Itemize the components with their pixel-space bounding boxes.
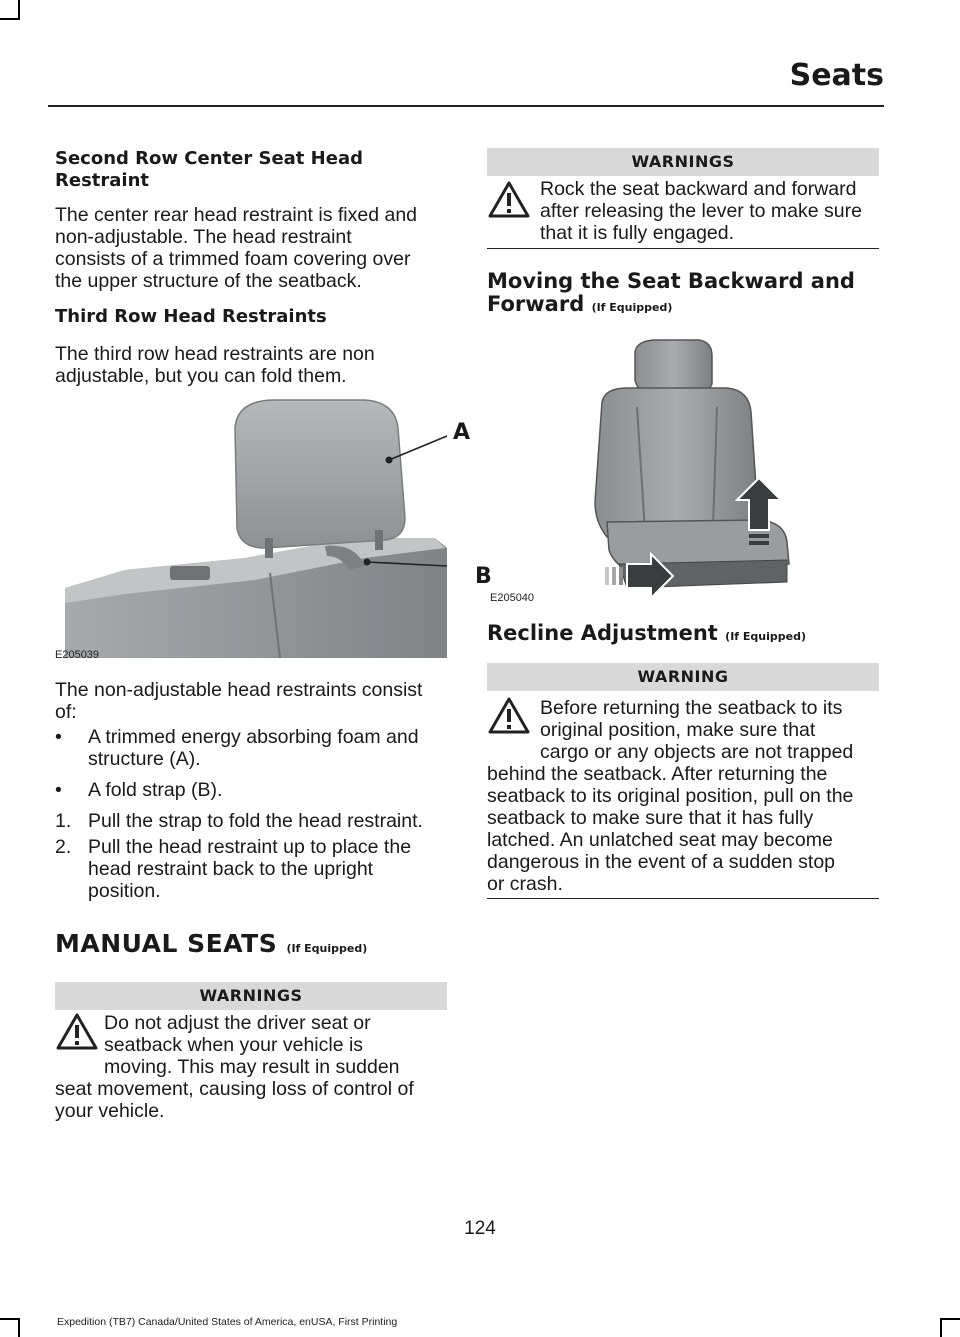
footer-text: Expedition (TB7) Canada/United States of America, enUSA, First Printing	[57, 1316, 398, 1328]
heading-line: Restraint	[55, 170, 149, 191]
list-item	[55, 810, 450, 832]
text-line: structure (A).	[88, 748, 201, 770]
text-line: Rock the seat backward and forward	[540, 178, 857, 200]
text-line: latched. An unlatched seat may become	[487, 829, 833, 851]
crop-mark	[940, 1318, 942, 1337]
crop-mark	[940, 1318, 960, 1320]
section-title-line	[487, 293, 879, 319]
crop-mark	[0, 18, 18, 20]
text-line: moving. This may result in sudden	[104, 1056, 400, 1078]
section-qualifier: (If Equipped)	[591, 301, 673, 314]
text-line: Pull the strap to fold the head restraint.	[88, 810, 423, 832]
text-line: non-adjustable. The head restraint	[55, 226, 352, 248]
section-title: Recline Adjustment	[487, 621, 718, 645]
figure-code: E205040	[490, 592, 535, 604]
text-line: that it is fully engaged.	[540, 222, 735, 244]
title-rule	[48, 105, 884, 107]
list-item	[55, 836, 450, 902]
figure-code: E205039	[55, 649, 100, 661]
text-line: Before returning the seatback to its	[540, 697, 843, 719]
text-line: after releasing the lever to make sure	[540, 200, 862, 222]
list-item	[55, 726, 450, 770]
section-moving-seat	[487, 270, 879, 319]
text-line: consists of a trimmed foam covering over	[55, 248, 411, 270]
step-number: 1.	[55, 810, 72, 832]
bullet-mark: •	[55, 726, 62, 748]
text-line: The center rear head restraint is fixed and	[55, 204, 418, 226]
warning-rule	[487, 248, 879, 249]
page-number: 124	[464, 1218, 496, 1239]
warning-text	[487, 697, 883, 895]
seat-illustration	[487, 332, 879, 607]
text-line: dangerous in the event of a sudden stop	[487, 851, 836, 873]
warnings-bar: WARNINGS	[487, 148, 879, 176]
text-line: seat movement, causing loss of control of	[55, 1078, 414, 1100]
para-third-row	[55, 343, 450, 387]
warning-rule	[487, 898, 879, 899]
warning-text	[540, 178, 885, 244]
text-line: The non-adjustable head restraints consist	[55, 679, 423, 701]
figure-seat-adjust	[487, 332, 879, 607]
heading-second-row	[55, 148, 447, 192]
page-title: Seats	[789, 58, 884, 93]
section-title: MANUAL SEATS	[55, 929, 278, 958]
text-line: original position, make sure that	[540, 719, 816, 741]
bullet-mark: •	[55, 779, 62, 801]
text-line: the upper structure of the seatback.	[55, 270, 362, 292]
list-item-text	[88, 810, 448, 832]
text-line: cargo or any objects are not trapped	[540, 741, 854, 763]
section-recline	[487, 622, 806, 648]
warning-bar: WARNING	[487, 663, 879, 691]
head-restraint-illustration	[65, 398, 447, 658]
para-center-restraint	[55, 204, 450, 292]
list-item	[55, 779, 450, 801]
text-line: A trimmed energy absorbing foam and	[88, 726, 419, 748]
heading-third-row: Third Row Head Restraints	[55, 306, 327, 327]
callout-b: B	[475, 564, 492, 589]
list-item-text	[88, 836, 448, 902]
text-line: or crash.	[487, 873, 563, 895]
step-number: 2.	[55, 836, 72, 858]
heading-line: Second Row Center Seat Head	[55, 148, 363, 169]
text-line: A fold strap (B).	[88, 779, 223, 801]
section-title-line: Moving the Seat Backward and	[487, 269, 855, 293]
text-line: of:	[55, 701, 77, 723]
crop-mark	[0, 1318, 18, 1320]
text-line: seatback when your vehicle is	[104, 1034, 364, 1056]
text-line: position.	[88, 880, 161, 902]
section-manual-seats	[55, 930, 367, 963]
text-line: head restraint back to the upright	[88, 858, 374, 880]
para-consist	[55, 679, 450, 723]
crop-mark	[18, 1318, 20, 1337]
text-line: seatback to its original position, pull on the	[487, 785, 854, 807]
callout-a: A	[453, 420, 471, 445]
list-item-text	[88, 779, 448, 801]
text-line: your vehicle.	[55, 1100, 165, 1122]
text-line: adjustable, but you can fold them.	[55, 365, 347, 387]
warning-triangle-icon	[488, 181, 530, 219]
section-qualifier: (If Equipped)	[286, 942, 368, 955]
figure-head-restraint	[55, 398, 492, 661]
text-line: seatback to make sure that it has fully	[487, 807, 814, 829]
list-item-text	[88, 726, 448, 770]
text-line: Pull the head restraint up to place the	[88, 836, 412, 858]
warnings-bar: WARNINGS	[55, 982, 447, 1010]
text-line: behind the seatback. After returning the	[487, 763, 828, 785]
section-qualifier: (If Equipped)	[725, 630, 807, 643]
text-line: Do not adjust the driver seat or	[104, 1012, 371, 1034]
text-line: The third row head restraints are non	[55, 343, 375, 365]
section-title-word: Forward	[487, 292, 585, 316]
crop-mark	[18, 0, 20, 20]
warning-text	[55, 1012, 450, 1122]
